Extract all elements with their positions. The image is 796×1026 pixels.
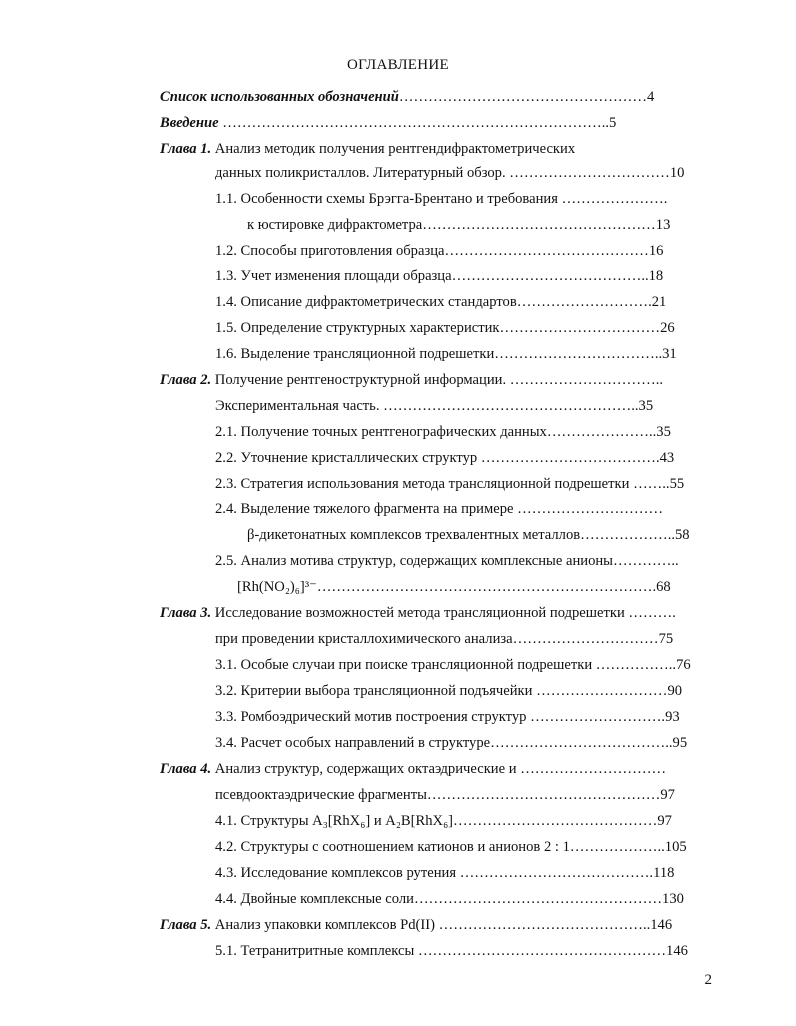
toc-leader-dots: ……………………………………………: [398, 89, 647, 105]
toc-leader-dots: …………………………………………………………….: [316, 579, 657, 595]
toc-entry-label: Глава 5.: [160, 917, 212, 933]
toc-entry: [160, 114, 616, 132]
toc-entry-text: 3.4. Расчет особых направлений в структуре: [215, 735, 491, 751]
toc-entry-label: Глава 3.: [160, 605, 212, 621]
toc-entry: [215, 423, 671, 441]
toc-entry-text: 4.1. Структуры A₃[RhX₆] и A₂B[RhX₆]: [215, 813, 454, 829]
toc-entry-text: псевдооктаэдрические фрагменты: [215, 787, 427, 803]
toc-page-ref: 18: [648, 268, 664, 284]
toc-leader-dots: ……………………………………: [444, 243, 649, 259]
toc-entry-text: 3.1. Особые случаи при поиске трансляционной подрешетки: [215, 657, 596, 673]
toc-entry-text: 4.4. Двойные комплексные соли: [215, 891, 414, 907]
toc-entry-text: Получение рентгеноструктурной информации.: [211, 372, 510, 388]
toc-leader-dots: ……………………….: [516, 294, 652, 310]
toc-leader-dots: ……………………………………..: [438, 917, 651, 933]
toc-entry-text: 2.5. Анализ мотива структур, содержащих комплексные анионы: [215, 553, 613, 569]
toc-entry: [215, 319, 675, 337]
toc-page-ref: 118: [653, 865, 675, 881]
toc-page-ref: 58: [675, 527, 690, 543]
toc-page-ref: 55: [669, 476, 685, 492]
toc-entry-text: [Rh(NO₂)₆]³⁻: [237, 579, 317, 595]
toc-entry: [160, 916, 672, 934]
toc-entry-text: при проведении кристаллохимического анализа: [215, 631, 513, 647]
toc-leader-dots: …………………………: [512, 631, 659, 647]
toc-entry-text: 4.2. Структуры с соотношением катионов и анионов 2 : 1: [215, 839, 570, 855]
toc-page-ref: 35: [656, 424, 671, 440]
toc-entry-text: 1.6. Выделение трансляционной подрешетки: [215, 346, 495, 362]
toc-entry: [215, 890, 684, 908]
toc-page-ref: 75: [658, 631, 674, 647]
toc-entry: [215, 500, 663, 518]
toc-entry: [215, 164, 684, 182]
toc-leader-dots: ………………….: [561, 191, 668, 207]
toc-entry-text: 2.3. Стратегия использования метода трансляционной подрешетки: [215, 476, 634, 492]
toc-page-ref: 68: [656, 579, 671, 595]
toc-leader-dots: …………………………………………: [422, 217, 656, 233]
toc-page-ref: 43: [659, 450, 675, 466]
toc-entry-label: Глава 4.: [160, 761, 212, 777]
toc-leader-dots: ……..: [633, 476, 670, 492]
toc-leader-dots: …………………………: [517, 501, 664, 517]
toc-entry: [215, 397, 653, 415]
toc-entry: [160, 88, 654, 106]
toc-page-ref: 97: [657, 813, 672, 829]
toc-entry: [215, 708, 680, 726]
toc-leader-dots: ………………..: [569, 839, 665, 855]
toc-entry: [215, 242, 663, 260]
toc-entry-text: 3.2. Критерии выбора трансляционной подъячейки: [215, 683, 537, 699]
toc-page-ref: 146: [650, 917, 673, 933]
toc-page-ref: 10: [669, 165, 685, 181]
toc-page-ref: 26: [660, 320, 675, 336]
toc-entry: [237, 578, 671, 596]
toc-entry-text: Анализ методик получения рентгендифрактометрических: [211, 141, 576, 157]
toc-page-ref: 130: [662, 891, 684, 907]
toc-page-ref: 21: [651, 294, 667, 310]
toc-leader-dots: ……………………………………: [453, 813, 658, 829]
toc-leader-dots: ……………………………………………………………………..: [222, 115, 609, 131]
toc-entry: [247, 216, 670, 234]
toc-entry: [215, 656, 691, 674]
toc-page-ref: 146: [666, 943, 688, 959]
toc-page-ref: 31: [662, 346, 677, 362]
toc-entry-label: Список использованных обозначений: [160, 89, 399, 105]
toc-page-ref: 4: [646, 89, 655, 105]
toc-entry-text: β-дикетонатных комплексов трехвалентных металлов: [247, 527, 581, 543]
toc-leader-dots: ……………………………: [509, 165, 670, 181]
toc-entry-text: Исследование возможностей метода трансляционной подрешетки: [211, 605, 629, 621]
toc-entry-text: 2.1. Получение точных рентгенографических данных: [215, 424, 547, 440]
toc-entry-label: Введение: [160, 115, 219, 131]
toc-leader-dots: ……………………………: [499, 320, 661, 336]
toc-entry-text: 1.2. Способы приготовления образца: [215, 243, 445, 259]
toc-entry: [215, 267, 663, 285]
toc-page-ref: 5: [609, 115, 617, 131]
toc-entry: [215, 475, 684, 493]
toc-entry-text: Анализ упаковки комплексов Pd(II): [211, 917, 439, 933]
toc-entry-text: 2.2. Уточнение кристаллических структур: [215, 450, 481, 466]
toc-entry: [215, 552, 679, 570]
toc-page-ref: 16: [648, 243, 664, 259]
toc-entry: [215, 190, 667, 208]
toc-entry: [215, 864, 674, 882]
toc-leader-dots: …………………………..: [509, 372, 663, 388]
toc-leader-dots: …………..: [613, 553, 679, 569]
toc-entry: [215, 682, 682, 700]
toc-entry: [215, 838, 687, 856]
page-title: ОГЛАВЛЕНИЕ: [347, 57, 449, 73]
toc-leader-dots: ……………..: [595, 657, 677, 673]
page-number: 2: [704, 972, 712, 988]
toc-leader-dots: ……………………………..: [494, 346, 663, 362]
toc-leader-dots: ……………………………….: [480, 450, 660, 466]
toc-leader-dots: ……………………….: [530, 709, 666, 725]
toc-entry: [247, 526, 690, 544]
toc-leader-dots: …………………………: [520, 761, 667, 777]
toc-page-ref: 35: [638, 398, 654, 414]
toc-page-ref: 97: [660, 787, 675, 803]
toc-leader-dots: ……………………………………………: [417, 943, 667, 959]
toc-entry-text: 4.3. Исследование комплексов рутения: [215, 865, 460, 881]
toc-entry-text: 3.3. Ромбоэдрический мотив построения структур: [215, 709, 531, 725]
toc-page-ref: 90: [667, 683, 683, 699]
toc-entry: [160, 604, 676, 622]
toc-leader-dots: ………………………………..: [490, 735, 673, 751]
toc-leader-dots: ………………………: [536, 683, 668, 699]
toc-entry-text: 5.1. Тетранитритные комплексы: [215, 943, 418, 959]
toc-entry: [215, 449, 674, 467]
toc-entry-text: 1.1. Особенности схемы Брэгга-Брентано и требования: [215, 191, 562, 207]
toc-leader-dots: ………………………………….: [459, 865, 654, 881]
toc-leader-dots: ……….: [628, 605, 676, 621]
toc-entry: [215, 630, 673, 648]
toc-leader-dots: …………………..: [546, 424, 657, 440]
toc-leader-dots: ……………………………………………: [413, 891, 663, 907]
toc-leader-dots: ……………………………………………..: [383, 398, 639, 414]
toc-leader-dots: …………………………………………: [426, 787, 661, 803]
toc-entry-text: 1.5. Определение структурных характеристик: [215, 320, 500, 336]
toc-page-ref: 76: [676, 657, 691, 673]
toc-entry-text: к юстировке дифрактометра: [247, 217, 423, 233]
toc-entry: [215, 942, 688, 960]
toc-leader-dots: …………………………………..: [451, 268, 649, 284]
toc-entry: [160, 760, 666, 778]
toc-page-ref: 105: [664, 839, 687, 855]
toc-entry: [215, 812, 672, 830]
toc-leader-dots: ………………..: [580, 527, 675, 543]
toc-entry-text: 1.3. Учет изменения площади образца: [215, 268, 452, 284]
toc-page-ref: 93: [665, 709, 680, 725]
toc-page-ref: 13: [655, 217, 671, 233]
toc-entry: [215, 345, 677, 363]
toc-entry: [215, 293, 666, 311]
toc-entry-text: 2.4. Выделение тяжелого фрагмента на примере: [215, 501, 518, 517]
toc-entry-text: Экспериментальная часть.: [215, 398, 384, 414]
toc-page-ref: 95: [672, 735, 688, 751]
toc-entry-text: Анализ структур, содержащих октаэдрические и: [211, 761, 521, 777]
toc-entry: [215, 786, 675, 804]
toc-entry-text: данных поликристаллов. Литературный обзор.: [215, 165, 510, 181]
toc-entry-text: 1.4. Описание дифрактометрических стандартов: [215, 294, 517, 310]
toc-entry-label: Глава 2.: [160, 372, 212, 388]
toc-entry: [215, 734, 687, 752]
toc-entry: [160, 140, 575, 158]
toc-entry: [160, 371, 663, 389]
toc-entry-label: Глава 1.: [160, 141, 212, 157]
